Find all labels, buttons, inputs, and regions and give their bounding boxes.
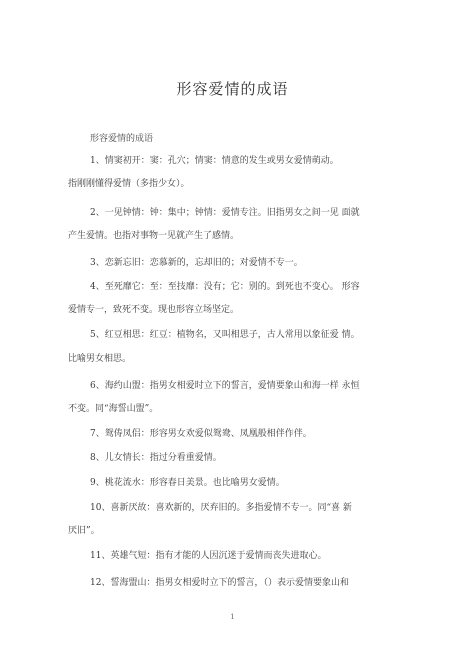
- page-number: 1: [230, 613, 235, 621]
- text-line: 7、鸳俦凤侣：形容男女欢爱似鸳鸯、凤凰般相伴作伴。: [90, 429, 312, 439]
- text-line: 爱情专一，致死不变。现也形容立场坚定。: [68, 305, 240, 315]
- text-line: 12、誓海盟山：指男女相爱时立下的誓言，（）表示爱情要象山和: [90, 578, 349, 588]
- text-line: 不变。同“海誓山盟”。: [68, 404, 159, 414]
- text-line: 3、恋新忘旧：恋慕新的，忘却旧的；对爱情不专一。: [90, 258, 303, 268]
- text-line: 4、至死靡它：至：至技靡：没有；它：别的。到死也不变心。 形容: [90, 282, 360, 292]
- text-line: 指刚刚懂得爱情（多指少女）。: [68, 179, 190, 189]
- text-line: 6、海约山盟：指男女相爱时立下的誓言，爱情要象山和海一样 永恒: [90, 381, 360, 391]
- text-line: 8、儿女情长：指过分看重爱情。: [90, 453, 222, 463]
- text-line: 11、英雄气短：指有才能的人因沉迷于爱情而丧失进取心。: [90, 551, 327, 561]
- document-title: 形容爱情的成语: [176, 80, 289, 98]
- text-line: 比喻男女相思。: [68, 354, 132, 364]
- text-line: 厌旧”。: [68, 526, 100, 536]
- text-line: 2、一见钟情：钟：集中；钟情：爱情专注。旧指男女之间一见 面就: [90, 208, 360, 218]
- text-line: 9、桃花流水：形容春日美景。也比喻男女爱情。: [90, 478, 285, 488]
- text-line: 10、喜新厌故：喜欢新的，厌弃旧的。多指爱情不专一。同“喜 新: [90, 503, 352, 513]
- document-subtitle: 形容爱情的成语: [90, 134, 154, 144]
- text-line: 5、红豆相思：红豆：植物名，又叫相思子，古人常用以象征爱 情。: [90, 330, 360, 340]
- text-line: 产生爱情。也指对事物一见就产生了感情。: [68, 231, 240, 241]
- text-line: 1、情窦初开：窦：孔穴；情窦：情意的发生或男女爱情萌动。: [90, 156, 339, 166]
